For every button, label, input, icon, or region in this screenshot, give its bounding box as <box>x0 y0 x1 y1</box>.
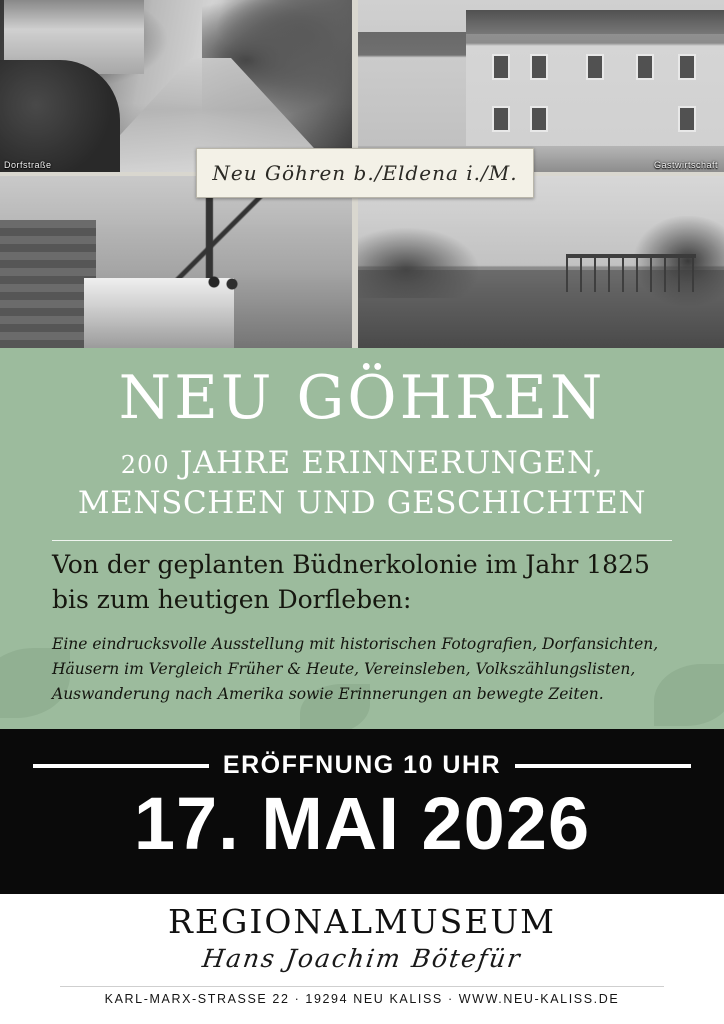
window-decor <box>678 106 696 132</box>
collage-label-text: Neu Göhren b./Eldena i./M. <box>212 161 518 185</box>
poster-subtitle <box>26 444 698 523</box>
bush-decor <box>358 228 478 298</box>
bush-decor <box>634 216 724 306</box>
title-panel <box>0 348 724 729</box>
historic-photo-mill-weir <box>0 176 352 348</box>
historic-photo-bridge <box>358 176 724 348</box>
collage-label-card <box>196 148 534 198</box>
rule-right <box>515 764 691 768</box>
poster-title: NEU GÖHREN <box>118 363 606 433</box>
window-decor <box>492 54 510 80</box>
window-decor <box>530 54 548 80</box>
window-decor <box>586 54 604 80</box>
subtitle-line2: MENSCHEN UND GESCHICHTEN <box>77 484 647 521</box>
footer-divider <box>60 986 664 987</box>
event-date: 17. MAI 2026 <box>133 782 591 865</box>
museum-name: REGIONALMUSEUM <box>168 902 556 941</box>
signature: Hans Joachim Bötefür <box>200 944 524 973</box>
stone-wall-decor <box>0 220 96 348</box>
people-decor <box>206 272 250 306</box>
window-decor <box>636 54 654 80</box>
window-decor <box>492 106 510 132</box>
window-decor <box>678 54 696 80</box>
footer-address: KARL-MARX-STRASSE 22 · 19294 NEU KALISS · WWW.NEU-KALISS.DE <box>104 992 620 1006</box>
rule-left <box>33 764 209 768</box>
subtitle-line1-rest: JAHRE ERINNERUNGEN, <box>169 445 604 481</box>
date-panel <box>0 729 724 894</box>
photo-collage <box>0 0 724 348</box>
footer <box>0 894 724 1024</box>
window-decor <box>530 106 548 132</box>
historic-photo-village-street <box>0 0 352 172</box>
opening-time-label: ERÖFFNUNG 10 UHR <box>222 751 502 779</box>
lead-paragraph: Von der geplanten Büdnerkolonie im Jahr 1825 bis zum heutigen Dorfleben: <box>52 550 650 614</box>
body-paragraph: Eine eindrucksvolle Ausstellung mit historischen Fotografien, Dorfansichten, Häusern im Vergleich Früher & Heute, Vereinsleben, Volkszählungslisten, Auswanderung nach Amerika sowie Erinnerungen an bewegte Zeiten. <box>52 635 659 704</box>
hedge-decor <box>0 60 120 172</box>
historic-photo-inn <box>358 0 724 172</box>
divider <box>52 540 672 541</box>
inn-building-decor <box>466 10 724 160</box>
opening-row <box>0 751 724 780</box>
side-building-decor <box>358 32 474 160</box>
photo-caption-inn: Gastwirtschaft <box>653 160 718 170</box>
subtitle-number: 200 <box>120 451 170 479</box>
photo-caption-village-street: Dorfstraße <box>4 160 52 170</box>
